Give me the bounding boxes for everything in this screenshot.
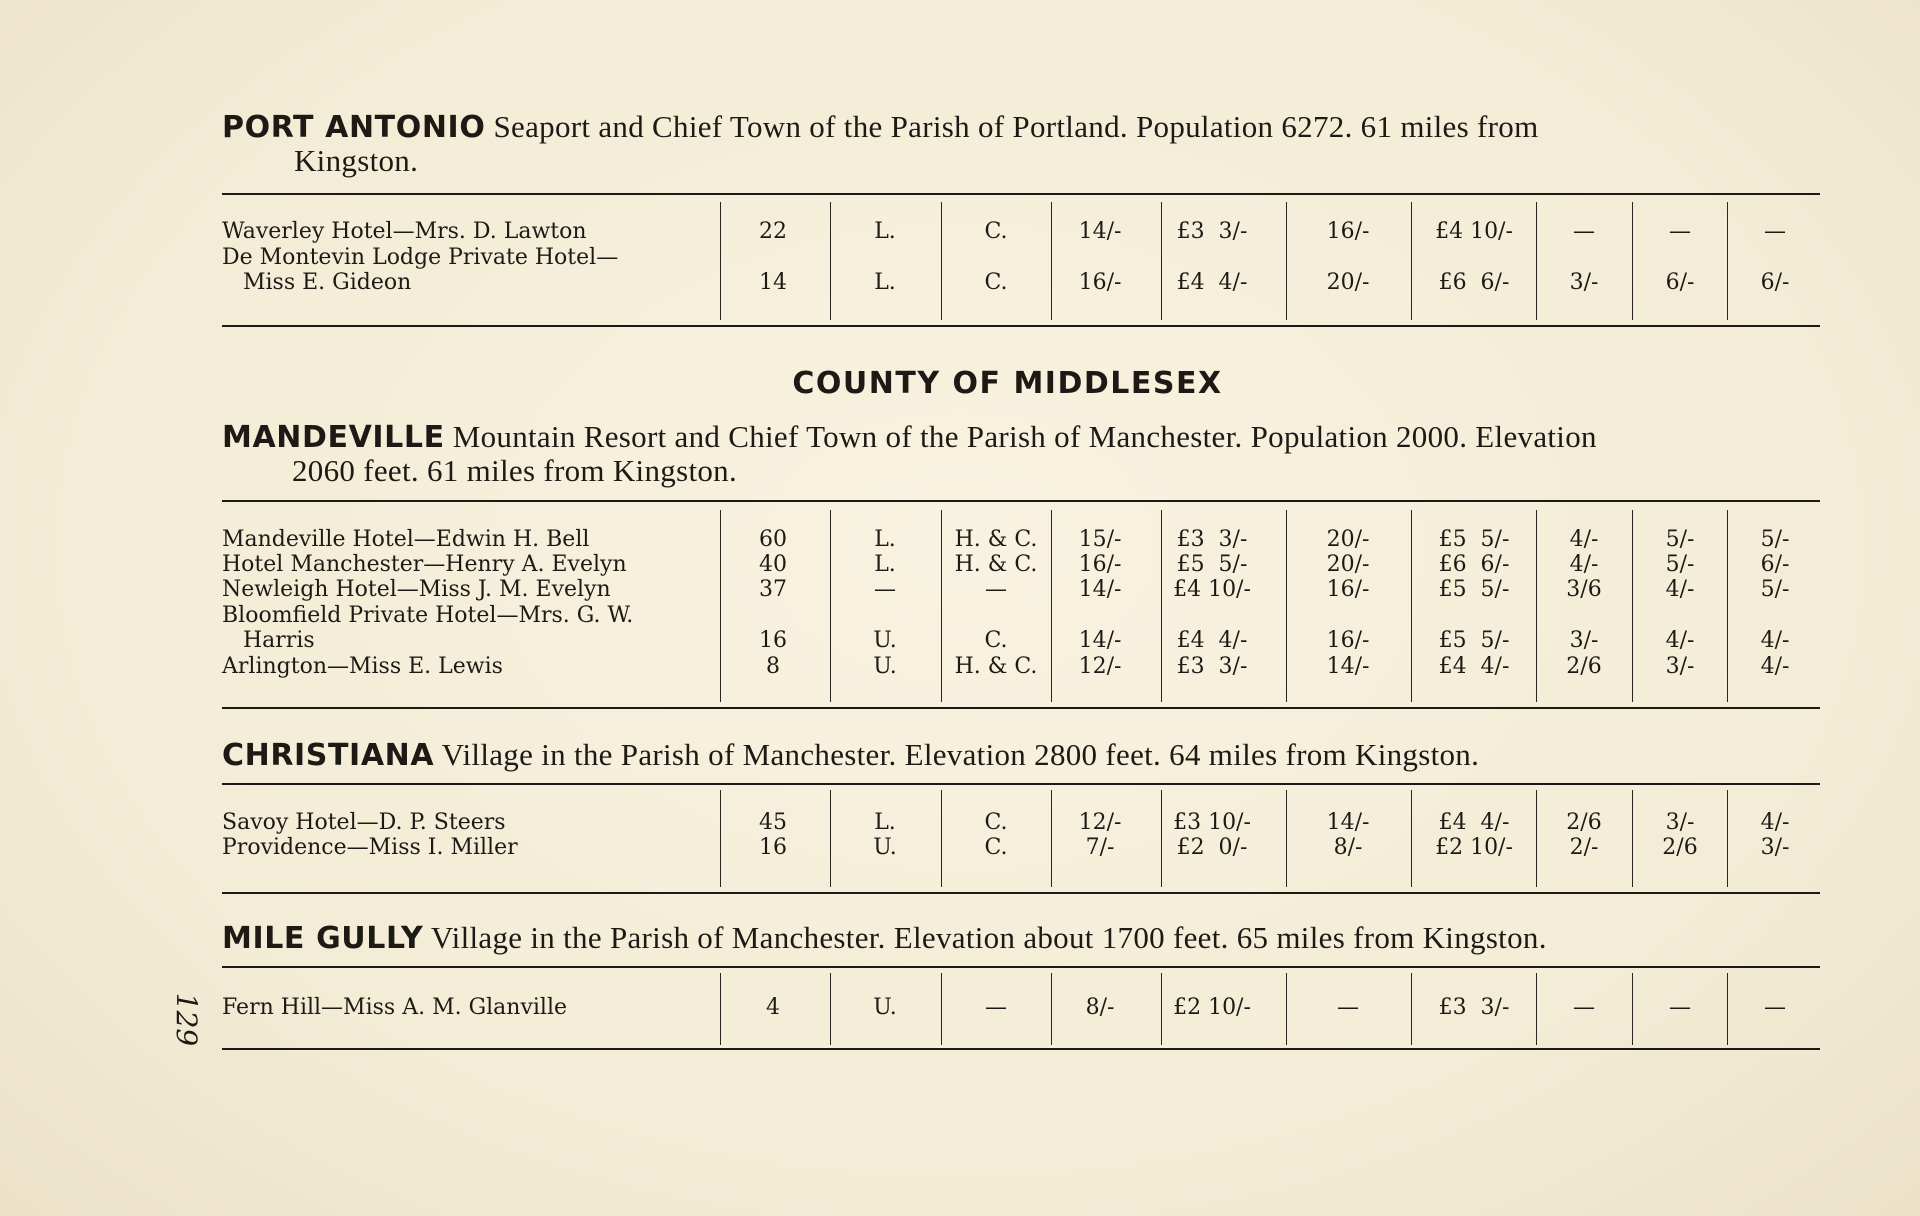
- table-row: [222, 577, 1820, 602]
- table-cell: 14: [759, 270, 787, 295]
- table-cell: £2 10/-: [1435, 835, 1513, 860]
- table-row: [222, 810, 1820, 835]
- town-description: Village in the Parish of Manchester. Elevation about 1700 feet. 65 miles from Kingston.: [430, 920, 1547, 955]
- table-cell: C.: [984, 810, 1008, 835]
- table-cell: £2 0/-: [1176, 835, 1248, 860]
- table-cell: 20/-: [1326, 552, 1370, 577]
- table-cell: 4/-: [1760, 628, 1790, 653]
- town-name: MANDEVILLE: [222, 420, 445, 455]
- hotel-name: Newleigh Hotel—Miss J. M. Evelyn: [222, 577, 611, 602]
- table-cell: 3/-: [1665, 654, 1695, 679]
- table-cell: £5 5/-: [1438, 577, 1510, 602]
- table-row: [222, 995, 1820, 1020]
- table-cell: 16/-: [1326, 219, 1370, 244]
- county-heading: COUNTY OF MIDDLESEX: [792, 366, 1223, 401]
- hotel-name: Providence—Miss I. Miller: [222, 835, 518, 860]
- table-cell: £3 3/-: [1438, 995, 1510, 1020]
- table-cell: £3 10/-: [1173, 810, 1251, 835]
- table-cell: 4/-: [1760, 810, 1790, 835]
- table-cell: L.: [874, 527, 896, 552]
- table-rule: [222, 193, 1820, 195]
- table-cell: 2/-: [1569, 835, 1599, 860]
- table-cell: C.: [984, 219, 1008, 244]
- table-cell: U.: [873, 654, 897, 679]
- table-cell: £4 4/-: [1176, 628, 1248, 653]
- table-cell: 5/-: [1665, 552, 1695, 577]
- table-cell: H. & C.: [954, 654, 1038, 679]
- table-cell: 14/-: [1078, 628, 1122, 653]
- table-cell: £5 5/-: [1438, 527, 1510, 552]
- table-cell: £4 4/-: [1176, 270, 1248, 295]
- town-description-cont: Kingston.: [294, 143, 419, 178]
- table-cell: —: [985, 995, 1007, 1020]
- table-cell: 40: [759, 552, 787, 577]
- town-description-cont: 2060 feet. 61 miles from Kingston.: [292, 453, 738, 488]
- hotel-name: Hotel Manchester—Henry A. Evelyn: [222, 552, 627, 577]
- table-cell: L.: [874, 810, 896, 835]
- table-cell: H. & C.: [954, 552, 1038, 577]
- town-description: Mountain Resort and Chief Town of the Parish of Manchester. Population 2000. Elevation: [452, 419, 1597, 454]
- table-cell: 4/-: [1665, 628, 1695, 653]
- table-cell: £3 3/-: [1176, 654, 1248, 679]
- table-cell: 14/-: [1326, 654, 1370, 679]
- table-cell: L.: [874, 219, 896, 244]
- table-row: [222, 270, 1820, 295]
- table-cell: 7/-: [1085, 835, 1115, 860]
- table-cell: C.: [984, 628, 1008, 653]
- table-cell: 8/-: [1085, 995, 1115, 1020]
- table-cell: 12/-: [1078, 654, 1122, 679]
- table-cell: —: [1669, 219, 1691, 244]
- table-cell: L.: [874, 270, 896, 295]
- hotel-name: Bloomfield Private Hotel—Mrs. G. W.: [222, 603, 634, 628]
- table-cell: 20/-: [1326, 527, 1370, 552]
- table-cell: —: [1764, 219, 1786, 244]
- table-cell: 5/-: [1760, 527, 1790, 552]
- mile-gully-heading: [222, 921, 1822, 955]
- table-rule: [222, 783, 1820, 785]
- table-cell: 8/-: [1333, 835, 1363, 860]
- table-cell: 3/-: [1569, 270, 1599, 295]
- table-cell: 6/-: [1665, 270, 1695, 295]
- page-number: 129: [170, 992, 204, 1047]
- table-row: [222, 245, 1820, 270]
- table-cell: 4/-: [1665, 577, 1695, 602]
- table-cell: 16/-: [1078, 270, 1122, 295]
- table-cell: —: [1573, 995, 1595, 1020]
- table-cell: 14/-: [1078, 219, 1122, 244]
- table-cell: 12/-: [1078, 810, 1122, 835]
- table-row: [222, 603, 1820, 628]
- table-cell: C.: [984, 270, 1008, 295]
- hotel-name: Savoy Hotel—D. P. Steers: [222, 810, 506, 835]
- table-cell: £4 10/-: [1435, 219, 1513, 244]
- table-cell: 2/6: [1566, 654, 1602, 679]
- town-name: PORT ANTONIO: [222, 110, 486, 145]
- table-row: [222, 219, 1820, 244]
- table-cell: 15/-: [1078, 527, 1122, 552]
- table-cell: 5/-: [1665, 527, 1695, 552]
- table-cell: £5 5/-: [1438, 628, 1510, 653]
- table-cell: 4/-: [1569, 527, 1599, 552]
- table-cell: 37: [759, 577, 787, 602]
- table-row: [222, 654, 1820, 679]
- table-cell: 16: [759, 835, 787, 860]
- table-cell: 16/-: [1078, 552, 1122, 577]
- table-cell: 2/6: [1566, 810, 1602, 835]
- table-cell: L.: [874, 552, 896, 577]
- table-cell: 8: [766, 654, 780, 679]
- table-cell: U.: [873, 835, 897, 860]
- table-rule: [222, 707, 1820, 709]
- table-cell: 4/-: [1760, 654, 1790, 679]
- table-cell: —: [874, 577, 896, 602]
- table-cell: H. & C.: [954, 527, 1038, 552]
- table-cell: —: [1573, 219, 1595, 244]
- table-cell: £5 5/-: [1176, 552, 1248, 577]
- port-antonio-heading: [222, 110, 1822, 177]
- hotel-name: Mandeville Hotel—Edwin H. Bell: [222, 527, 590, 552]
- table-cell: 3/-: [1760, 835, 1790, 860]
- town-description: Seaport and Chief Town of the Parish of Portland. Population 6272. 61 miles from: [493, 109, 1539, 144]
- hotel-name: Fern Hill—Miss A. M. Glanville: [222, 995, 568, 1020]
- town-name: MILE GULLY: [222, 921, 424, 956]
- table-cell: 3/-: [1665, 810, 1695, 835]
- table-cell: 60: [759, 527, 787, 552]
- table-cell: 5/-: [1760, 577, 1790, 602]
- table-cell: 6/-: [1760, 552, 1790, 577]
- table-cell: —: [1764, 995, 1786, 1020]
- table-cell: —: [985, 577, 1007, 602]
- table-cell: £6 6/-: [1438, 552, 1510, 577]
- hotel-name: Harris: [222, 628, 315, 653]
- hotel-name: De Montevin Lodge Private Hotel—: [222, 245, 619, 270]
- table-cell: 16: [759, 628, 787, 653]
- table-cell: 2/6: [1662, 835, 1698, 860]
- table-rule: [222, 500, 1820, 502]
- table-row: [222, 628, 1820, 653]
- table-row: [222, 835, 1820, 860]
- table-cell: 22: [759, 219, 787, 244]
- table-cell: 45: [759, 810, 787, 835]
- hotel-name: Miss E. Gideon: [222, 270, 412, 295]
- table-cell: £4 4/-: [1438, 810, 1510, 835]
- table-cell: C.: [984, 835, 1008, 860]
- table-rule: [222, 966, 1820, 968]
- table-cell: 16/-: [1326, 628, 1370, 653]
- hotel-name: Waverley Hotel—Mrs. D. Lawton: [222, 219, 587, 244]
- table-cell: 3/6: [1566, 577, 1602, 602]
- table-cell: £3 3/-: [1176, 527, 1248, 552]
- table-cell: £6 6/-: [1438, 270, 1510, 295]
- table-cell: £4 10/-: [1173, 577, 1251, 602]
- table-cell: 3/-: [1569, 628, 1599, 653]
- table-cell: £3 3/-: [1176, 219, 1248, 244]
- table-cell: £4 4/-: [1438, 654, 1510, 679]
- table-row: [222, 527, 1820, 552]
- table-rule: [222, 325, 1820, 327]
- town-description: Village in the Parish of Manchester. Elevation 2800 feet. 64 miles from Kingston.: [441, 737, 1480, 772]
- table-cell: —: [1669, 995, 1691, 1020]
- table-cell: 6/-: [1760, 270, 1790, 295]
- table-cell: U.: [873, 628, 897, 653]
- table-rule: [222, 892, 1820, 894]
- mandeville-heading: [222, 420, 1822, 487]
- town-name: CHRISTIANA: [222, 738, 435, 773]
- table-cell: 14/-: [1326, 810, 1370, 835]
- table-cell: 14/-: [1078, 577, 1122, 602]
- hotel-name: Arlington—Miss E. Lewis: [222, 654, 503, 679]
- table-rule: [222, 1048, 1820, 1050]
- table-cell: 16/-: [1326, 577, 1370, 602]
- table-cell: 4: [766, 995, 780, 1020]
- table-cell: —: [1337, 995, 1359, 1020]
- table-row: [222, 552, 1820, 577]
- christiana-heading: [222, 738, 1822, 772]
- table-cell: U.: [873, 995, 897, 1020]
- table-cell: £2 10/-: [1173, 995, 1251, 1020]
- table-cell: 20/-: [1326, 270, 1370, 295]
- table-cell: 4/-: [1569, 552, 1599, 577]
